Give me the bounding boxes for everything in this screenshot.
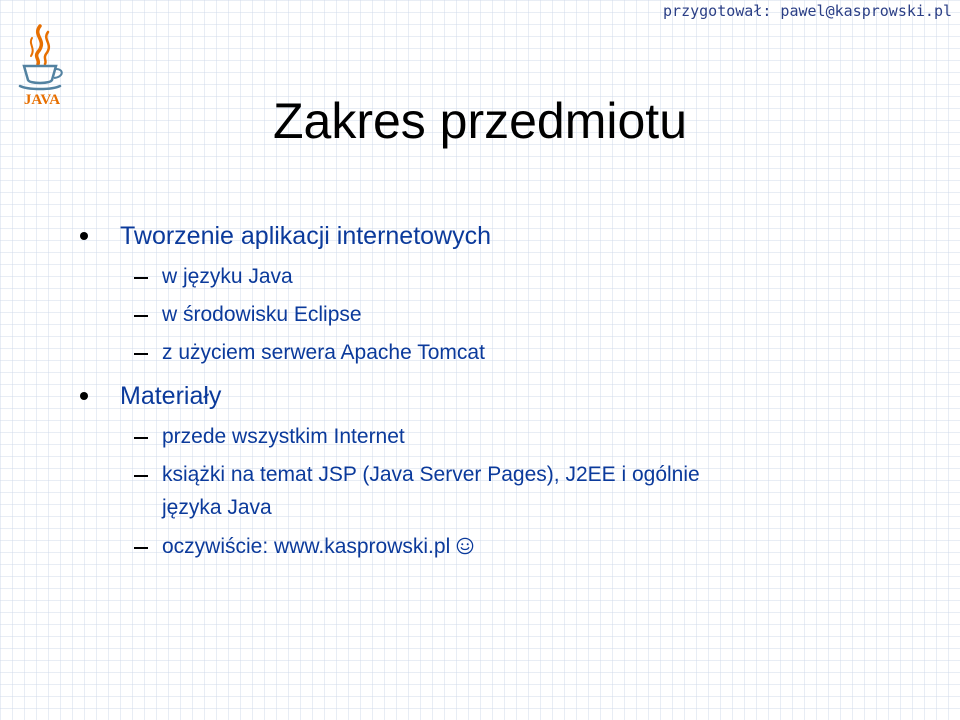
- sub-item-text-wrap: [162, 534, 474, 560]
- slide-title: Zakres przedmiotu: [272, 93, 688, 149]
- dash-marker: [134, 547, 148, 549]
- java-logo-text: JAVA: [23, 92, 61, 108]
- bullet-dot: [80, 392, 88, 400]
- dash-marker: [134, 475, 148, 477]
- sub-item-text: przede wszystkim Internet: [162, 425, 405, 448]
- dash-marker: [134, 277, 148, 279]
- sub-item-text: oczywiście: www.kasprowski.pl: [162, 535, 451, 558]
- author-credit: przygotował: pawel@kasprowski.pl: [663, 2, 952, 20]
- sub-item-text: w języku Java: [162, 265, 293, 288]
- sub-item-text: z użyciem serwera Apache Tomcat: [162, 341, 485, 364]
- dash-marker: [134, 437, 148, 439]
- sub-item-text: w środowisku Eclipse: [162, 303, 362, 326]
- sub-item-text: książki na temat JSP (Java Server Pages), J2EE i ogólnie: [162, 463, 700, 486]
- bullet-dot: [80, 232, 88, 240]
- dash-marker: [134, 353, 148, 355]
- smiley-icon: [456, 537, 474, 555]
- dash-marker: [134, 315, 148, 317]
- sub-item-text: języka Java: [162, 496, 272, 519]
- bullet-text: Materiały: [120, 382, 222, 410]
- bullet-text: Tworzenie aplikacji internetowych: [120, 222, 492, 250]
